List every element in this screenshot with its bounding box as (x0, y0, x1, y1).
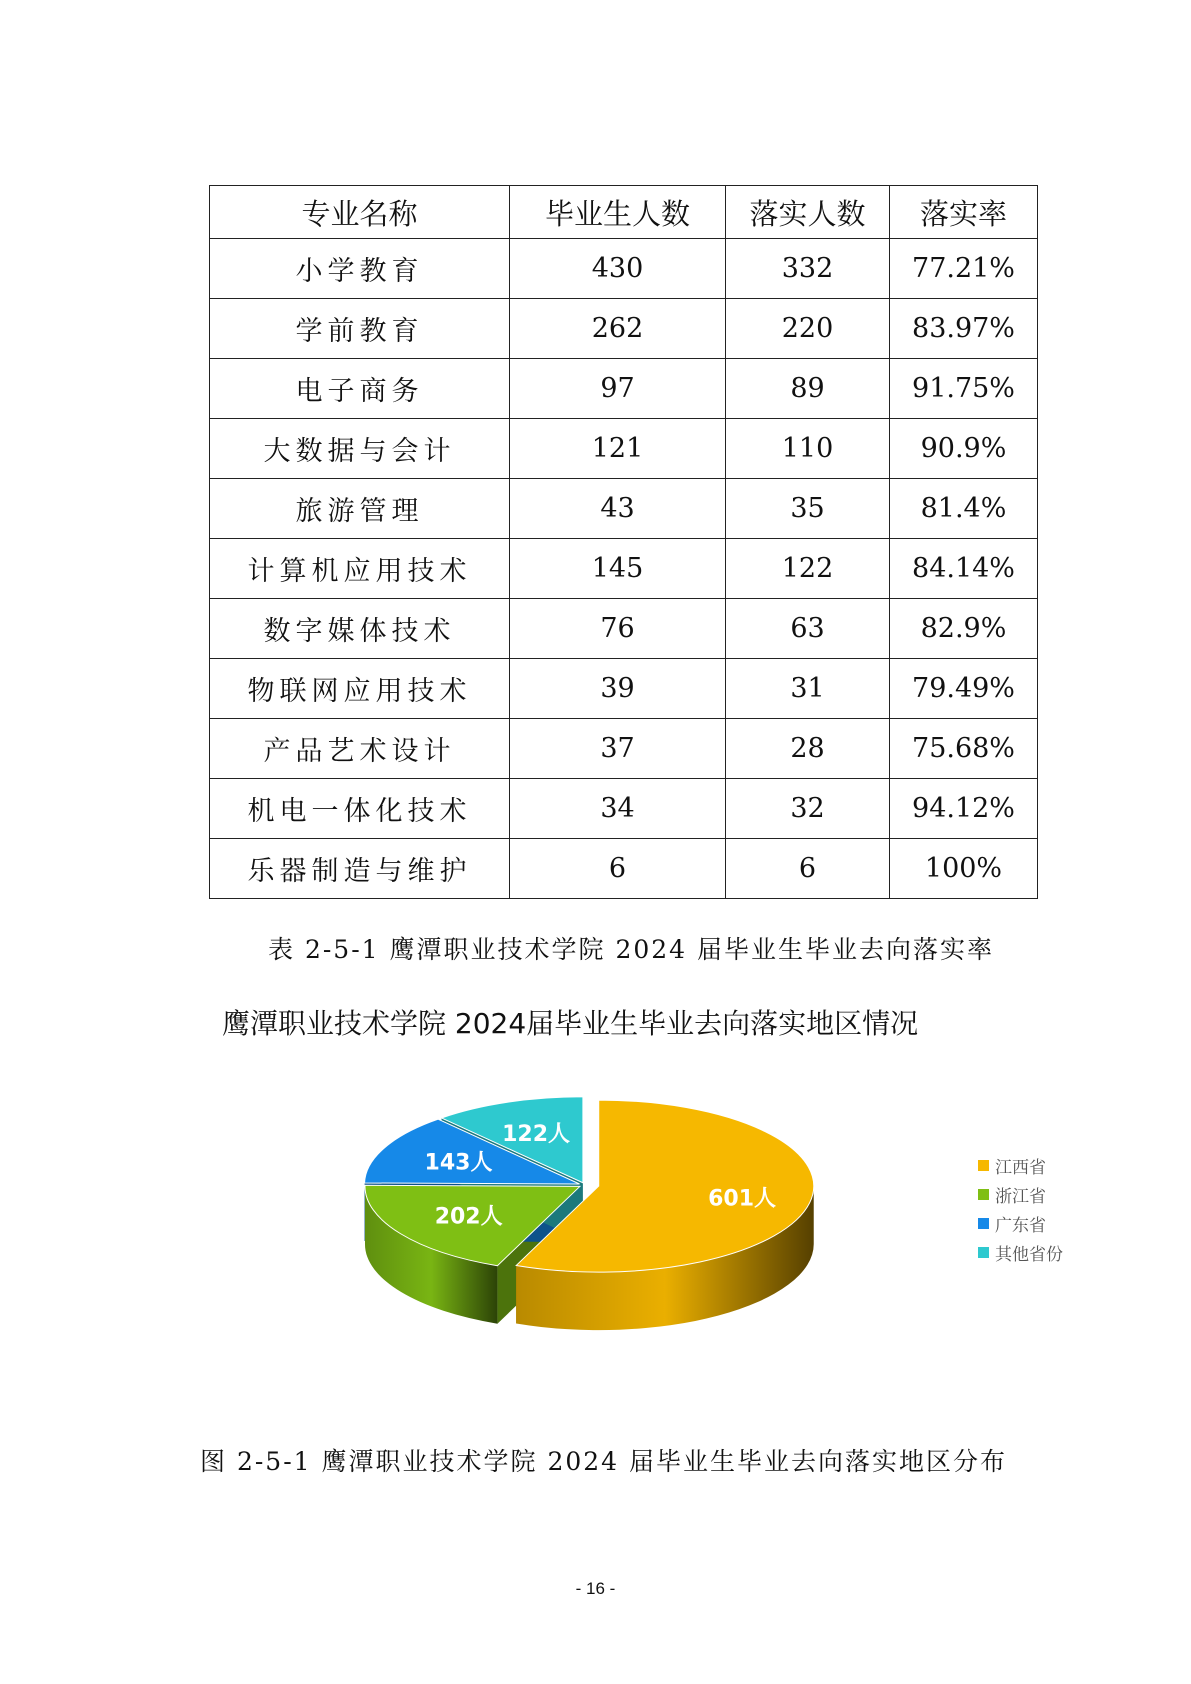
placement-rate: 83.97% (890, 299, 1038, 359)
graduates-count: 76 (510, 599, 726, 659)
graduates-count: 39 (510, 659, 726, 719)
placed-count: 110 (726, 419, 890, 479)
legend-swatch (978, 1218, 989, 1229)
placed-count: 63 (726, 599, 890, 659)
major-name: 电子商务 (210, 359, 510, 419)
placement-rate: 77.21% (890, 239, 1038, 299)
legend-item (978, 1180, 1063, 1209)
legend-item (978, 1151, 1063, 1180)
table-header-row (210, 186, 1038, 239)
placement-rate-table (209, 185, 1038, 899)
placed-count: 31 (726, 659, 890, 719)
chart-title: 鹰潭职业技术学院 2024届毕业生毕业去向落实地区情况 (222, 1007, 919, 1040)
figure-caption: 图 2-5-1 鹰潭职业技术学院 2024 届毕业生毕业去向落实地区分布 (200, 1447, 1008, 1476)
legend-label: 广东省 (995, 1216, 1046, 1236)
legend-swatch (978, 1189, 989, 1200)
legend-label: 其他省份 (995, 1245, 1063, 1265)
major-name: 数字媒体技术 (210, 599, 510, 659)
legend-swatch (978, 1247, 989, 1258)
page-number: - 16 - (575, 1579, 616, 1598)
pie-data-label: 601人 (708, 1186, 777, 1212)
placed-count: 220 (726, 299, 890, 359)
placement-rate: 94.12% (890, 779, 1038, 839)
placed-count: 89 (726, 359, 890, 419)
legend-label: 江西省 (995, 1158, 1046, 1178)
legend-item (978, 1238, 1063, 1267)
table-row (210, 479, 1038, 539)
pie-data-label: 202人 (434, 1204, 503, 1230)
legend-swatch (978, 1160, 989, 1171)
region-pie-chart (340, 1090, 860, 1350)
placement-rate: 91.75% (890, 359, 1038, 419)
placed-count: 35 (726, 479, 890, 539)
graduates-count: 121 (510, 419, 726, 479)
table-row (210, 239, 1038, 299)
table-row (210, 599, 1038, 659)
table-row (210, 719, 1038, 779)
major-name: 产品艺术设计 (210, 719, 510, 779)
table-row (210, 779, 1038, 839)
placed-count: 332 (726, 239, 890, 299)
table-row (210, 839, 1038, 899)
graduates-count: 97 (510, 359, 726, 419)
placed-count: 32 (726, 779, 890, 839)
table-caption: 表 2-5-1 鹰潭职业技术学院 2024 届毕业生毕业去向落实率 (268, 935, 995, 964)
header-graduates: 毕业生人数 (510, 186, 726, 239)
graduates-count: 262 (510, 299, 726, 359)
graduates-count: 430 (510, 239, 726, 299)
table-row (210, 359, 1038, 419)
major-name: 旅游管理 (210, 479, 510, 539)
major-name: 计算机应用技术 (210, 539, 510, 599)
major-name: 大数据与会计 (210, 419, 510, 479)
legend-label: 浙江省 (995, 1187, 1046, 1207)
placement-rate: 81.4% (890, 479, 1038, 539)
major-name: 学前教育 (210, 299, 510, 359)
major-name: 物联网应用技术 (210, 659, 510, 719)
placed-count: 28 (726, 719, 890, 779)
placed-count: 6 (726, 839, 890, 899)
table-row (210, 539, 1038, 599)
table-row (210, 659, 1038, 719)
placement-rate: 84.14% (890, 539, 1038, 599)
major-name: 机电一体化技术 (210, 779, 510, 839)
pie-data-label: 143人 (424, 1150, 493, 1176)
placement-rate: 82.9% (890, 599, 1038, 659)
chart-legend (978, 1151, 1063, 1267)
graduates-count: 145 (510, 539, 726, 599)
graduates-count: 34 (510, 779, 726, 839)
placement-rate: 100% (890, 839, 1038, 899)
placement-rate: 79.49% (890, 659, 1038, 719)
pie-data-label: 122人 (502, 1121, 571, 1147)
header-placed: 落实人数 (726, 186, 890, 239)
placement-rate: 75.68% (890, 719, 1038, 779)
placement-rate: 90.9% (890, 419, 1038, 479)
table-row (210, 419, 1038, 479)
major-name: 小学教育 (210, 239, 510, 299)
header-rate: 落实率 (890, 186, 1038, 239)
header-major-name: 专业名称 (210, 186, 510, 239)
graduates-count: 43 (510, 479, 726, 539)
table-row (210, 299, 1038, 359)
graduates-count: 37 (510, 719, 726, 779)
legend-item (978, 1209, 1063, 1238)
major-name: 乐器制造与维护 (210, 839, 510, 899)
placed-count: 122 (726, 539, 890, 599)
graduates-count: 6 (510, 839, 726, 899)
